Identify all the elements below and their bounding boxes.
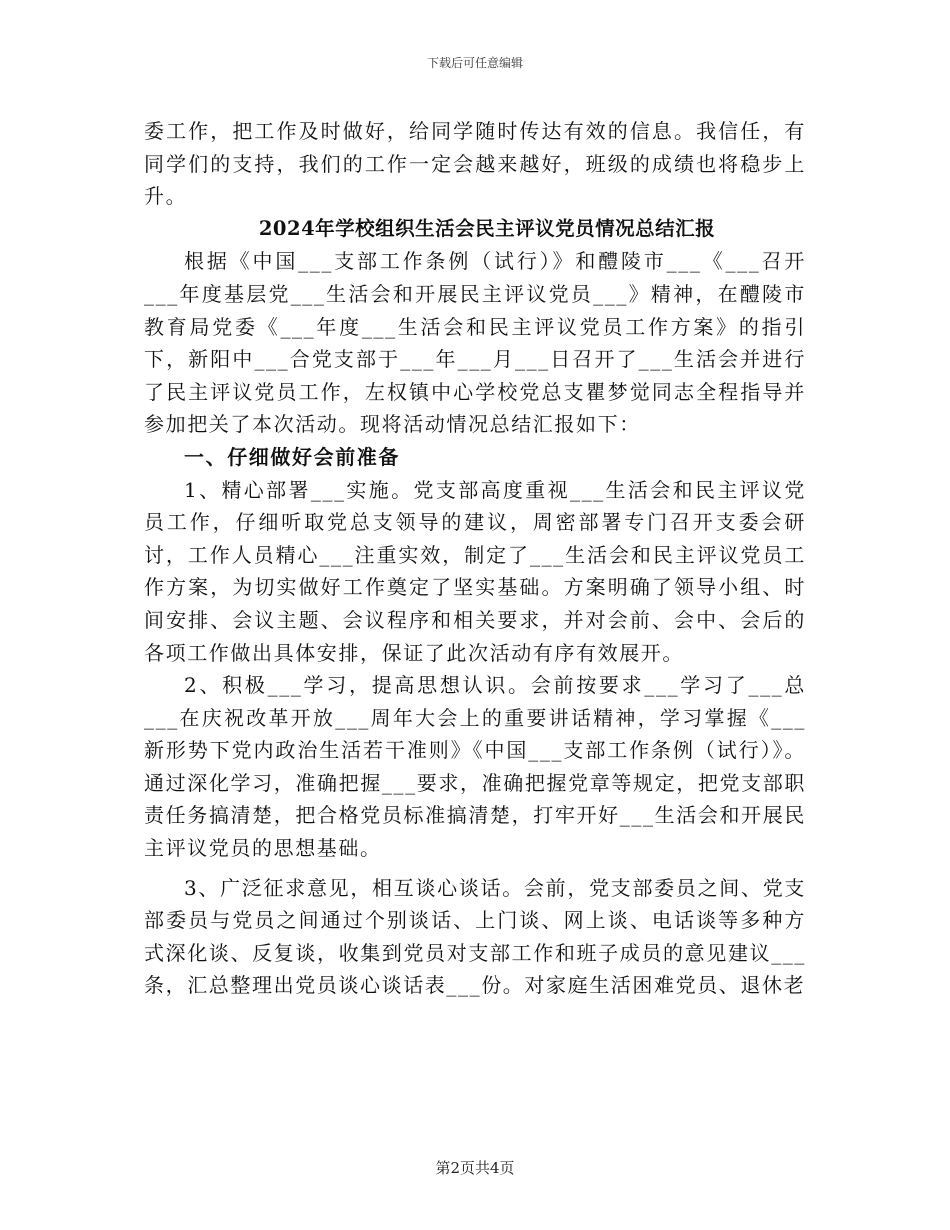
section-heading: 一、仔细做好会前准备 — [184, 444, 400, 469]
paragraph-2: 2、积极___学习，提高思想认识。会前按要求___学习了___总___在庆祝改革开放___周年大会上的重要讲话精神，学习掌握《___新形势下党内政治生活若干准则》《中国___支部工作条例（试行）》。通过深化学习，准确把握___要求，准确把握党章等规定，把党支部职责任务搞清楚，把合格党员标准搞清楚，打牢开好___生活会和开展民主评议党员的思想基础。 — [144, 673, 806, 861]
page-header-note: 下载后可任意编辑 — [426, 56, 523, 70]
page-number: 第2页共4页 — [435, 1159, 515, 1177]
continuation-paragraph: 委工作，把工作及时做好，给同学随时传达有效的信息。我信任，有同学们的支持，我们的工作一定会越来越好，班级的成绩也将稳步上升。 — [144, 119, 806, 209]
paragraph-3: 3、广泛征求意见，相互谈心谈话。会前，党支部委员之间、党支部委员与党员之间通过个别谈话、上门谈、网上谈、电话谈等多种方式深化谈、反复谈，收集到党员对支部工作和班子成员的意见建议___条，汇总整理出党员谈心谈话表___份。对家庭生活困难党员、退休老 — [144, 875, 806, 998]
paragraph-1: 1、精心部署___实施。党支部高度重视___生活会和民主评议党员工作，仔细听取党总支领导的建议，周密部署专门召开支委会研讨，工作人员精心___注重实效，制定了___生活会和民主评议党员工作方案，为切实做好工作奠定了坚实基础。方案明确了领导小组、时间安排、会议主题、会议程序和相关要求，并对会前、会中、会后的各项工作做出具体安排，保证了此次活动有序有效展开。 — [144, 477, 806, 665]
intro-paragraph: 根据《中国___支部工作条例（试行）》和醴陵市___《___召开___年度基层党___生活会和开展民主评议党员___》精神，在醴陵市教育局党委《___年度___生活会和民主评议党员工作方案》的指引下，新阳中___合党支部于___年___月___日召开了___生活会并进行了民主评议党员工作，左权镇中心学校党总支瞿梦觉同志全程指导并参加把关了本次活动。现将活动情况总结汇报如下： — [144, 249, 806, 437]
document-body — [144, 115, 806, 1002]
document-title: 2024年学校组织生活会民主评议党员情况总结汇报 — [258, 216, 716, 240]
